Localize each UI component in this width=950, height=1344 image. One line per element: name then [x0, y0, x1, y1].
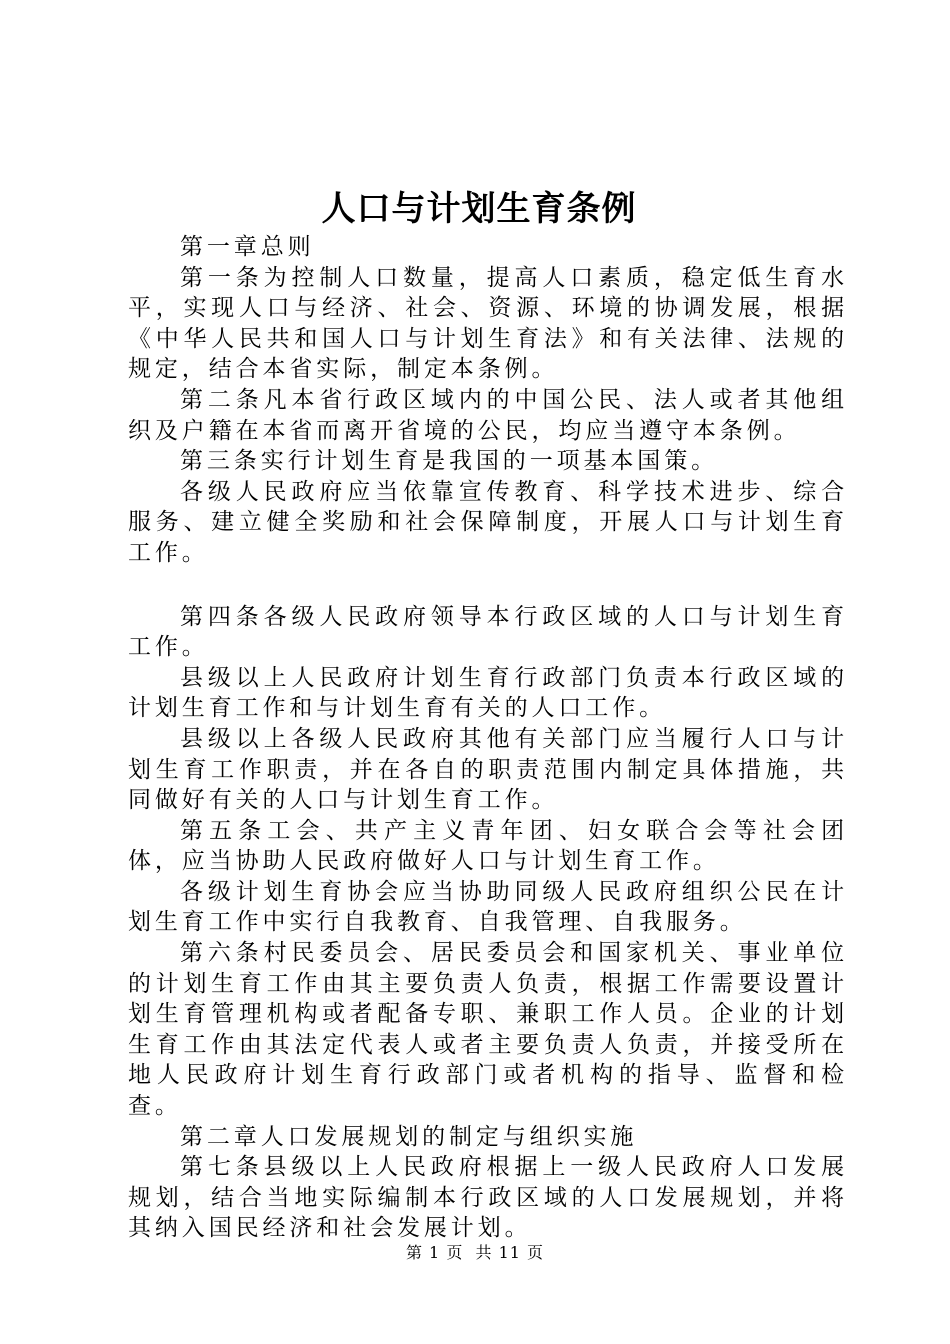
article-paragraph: 县级以上各级人民政府其他有关部门应当履行人口与计划生育工作职责，并在各自的职责范围内制定具体措施，共同做好有关的人口与计划生育工作。 — [128, 725, 848, 814]
article-paragraph: 第五条工会、共产主义青年团、妇女联合会等社会团体，应当协助人民政府做好人口与计划生育工作。 — [128, 817, 848, 875]
article-paragraph: 各级计划生育协会应当协助同级人民政府组织公民在计划生育工作中实行自我教育、自我管理、自我服务。 — [128, 878, 848, 936]
document-title: 人口与计划生育条例 — [321, 189, 637, 229]
article-paragraph: 县级以上人民政府计划生育行政部门负责本行政区域的计划生育工作和与计划生育有关的人口工作。 — [128, 664, 848, 722]
article-paragraph: 第一条为控制人口数量，提高人口素质，稳定低生育水平，实现人口与经济、社会、资源、环境的协调发展，根据《中华人民共和国人口与计划生育法》和有关法律、法规的规定，结合本省实际，制定本条例。 — [128, 264, 848, 383]
article-paragraph: 第七条县级以上人民政府根据上一级人民政府人口发展规划，结合当地实际编制本行政区域的人口发展规划，并将其纳入国民经济和社会发展计划。 — [128, 1154, 848, 1242]
article-paragraph: 第二条凡本省行政区域内的中国公民、法人或者其他组织及户籍在本省而离开省境的公民，均应当遵守本条例。 — [128, 386, 848, 444]
document-body — [128, 232, 848, 1244]
chapter-heading: 第一章总则 — [180, 234, 315, 260]
article-paragraph: 第三条实行计划生育是我国的一项基本国策。 — [180, 448, 718, 475]
page-number-footer: 第 1 页 共 11 页 — [405, 1243, 545, 1262]
article-paragraph: 第四条各级人民政府领导本行政区域的人口与计划生育工作。 — [128, 603, 848, 661]
article-paragraph: 各级人民政府应当依靠宣传教育、科学技术进步、综合服务、建立健全奖励和社会保障制度，开展人口与计划生育工作。 — [128, 478, 848, 566]
article-paragraph: 第六条村民委员会、居民委员会和国家机关、事业单位的计划生育工作由其主要负责人负责，根据工作需要设置计划生育管理机构或者配备专职、兼职工作人员。企业的计划生育工作由其法定代表人或者主要负责人负责，并接受所在地人民政府计划生育行政部门或者机构的指导、监督和检查。 — [128, 940, 848, 1120]
chapter-heading: 第二章人口发展规划的制定与组织实施 — [180, 1123, 638, 1150]
